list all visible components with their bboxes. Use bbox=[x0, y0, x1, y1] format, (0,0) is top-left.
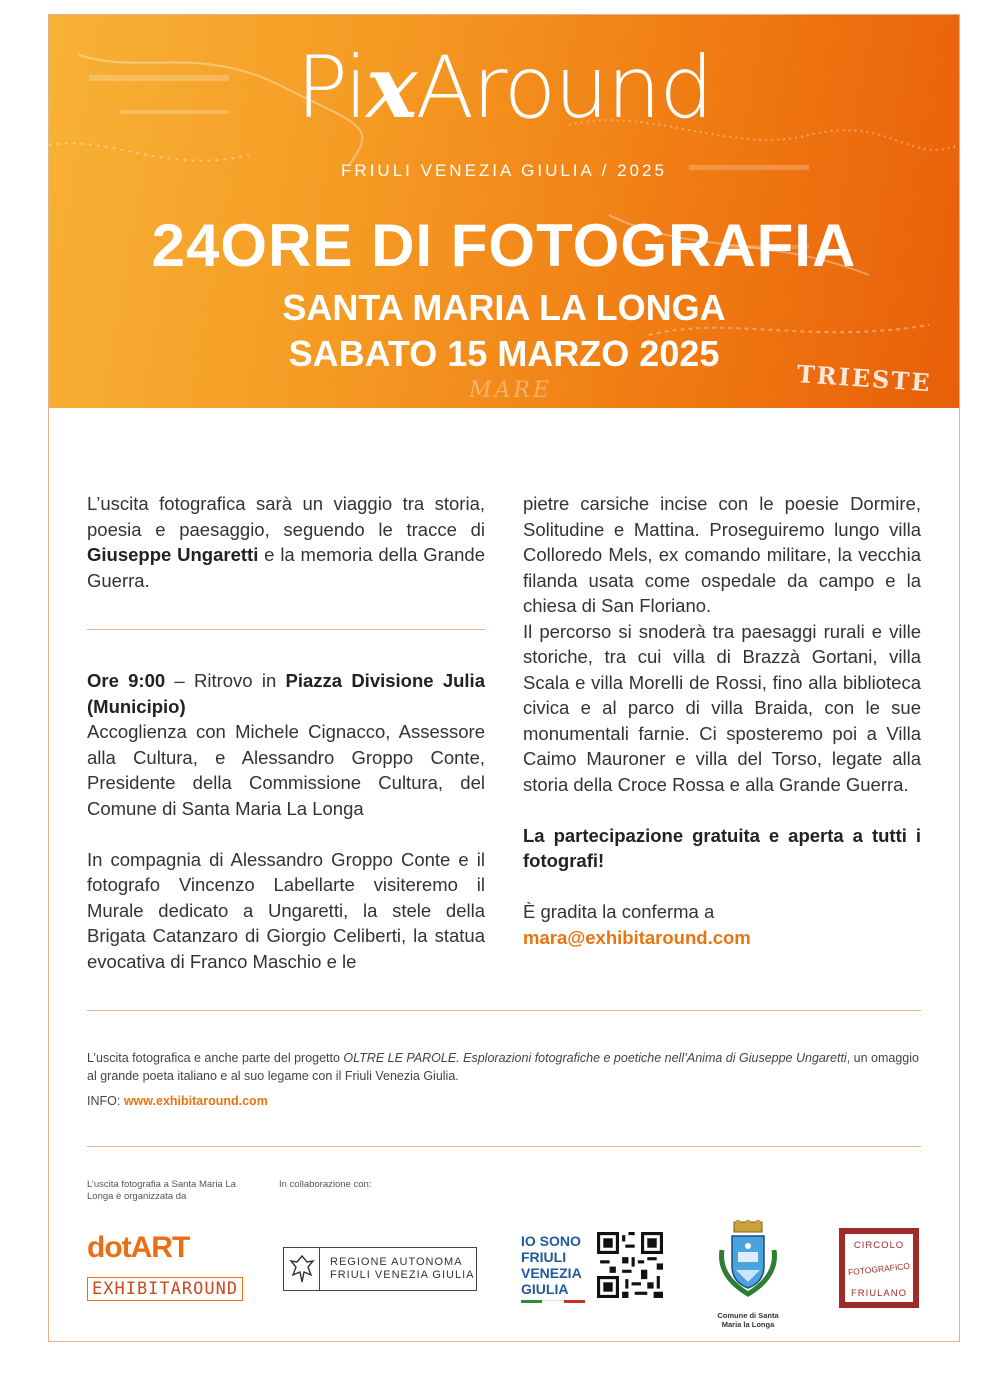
qr-code-icon[interactable] bbox=[597, 1232, 663, 1298]
note-text: L’uscita fotografica e anche parte del progetto bbox=[87, 1051, 344, 1065]
subtitle-location: SANTA MARIA LA LONGA bbox=[282, 287, 726, 328]
left-column bbox=[87, 491, 485, 974]
eagle-icon bbox=[284, 1248, 320, 1290]
dotart-dot: dot bbox=[87, 1231, 131, 1264]
schedule-paragraph bbox=[87, 668, 485, 719]
footer-divider-bottom bbox=[87, 1146, 921, 1147]
comune-logo bbox=[711, 1220, 785, 1329]
iosono-fvg-logo bbox=[521, 1233, 585, 1303]
schedule-time: Ore 9:00 bbox=[87, 670, 166, 691]
tour-paragraph: In compagnia di Alessandro Groppo Conte e il fotografo Vincenzo Labellarte visiteremo il Murale dedicato a Ungaretti, la stele della Brigata Catanzaro di Giorgio Celiberti, la statua evocativa di Franco Maschio e le bbox=[87, 848, 485, 972]
map-label-mare: MARE bbox=[469, 378, 553, 403]
confirm-text: È gradita la conferma a bbox=[523, 901, 715, 922]
logo-pi: Pi bbox=[296, 38, 367, 138]
info-line bbox=[87, 1094, 268, 1108]
pixaround-logo bbox=[49, 37, 959, 138]
iosono-line-1: IO SONO bbox=[521, 1233, 581, 1249]
intro-text: L’uscita fotografica sarà un viaggio tra storia, poesia e paesaggio, seguendo le tracce di bbox=[87, 493, 485, 540]
regione-line-1: REGIONE AUTONOMA bbox=[330, 1256, 463, 1268]
tour-continued: pietre carsiche incise con le poesie Dormire, Solitudine e Mattina. Proseguiremo lungo villa Colloredo Mels, ex comando militare, la vecchia filanda usata come ospedale da campo e la chiesa di San Floriano. bbox=[523, 493, 921, 616]
hero-banner bbox=[49, 15, 959, 408]
info-url-link[interactable]: www.exhibitaround.com bbox=[123, 1094, 268, 1108]
note-text-end: , un omaggio al grande poeta italiano e al suo legame con il Friuli Venezia Giulia. bbox=[87, 1051, 919, 1083]
intro-ungaretti: Giuseppe Ungaretti bbox=[87, 544, 259, 565]
headline: 24ORE DI FOTOGRAFIA bbox=[151, 212, 857, 279]
map-label-trieste: TRIESTE bbox=[795, 359, 933, 398]
intro-paragraph bbox=[87, 491, 485, 593]
collaboration-label: In collaborazione con: bbox=[279, 1179, 372, 1190]
logo-around: Around bbox=[415, 38, 712, 138]
organized-by-label: L’uscita fotografia a Santa Maria La Longa è organizzata da bbox=[87, 1179, 236, 1202]
info-label: INFO: bbox=[87, 1094, 124, 1108]
logo-x: x bbox=[366, 37, 416, 138]
intro-text-end: e la memoria della Grande Guerra. bbox=[87, 544, 485, 591]
regione-line-2: FRIULI VENEZIA GIULIA bbox=[330, 1269, 475, 1281]
circolo-line-1: CIRCOLO bbox=[853, 1240, 905, 1251]
footer-divider-top bbox=[87, 1010, 921, 1011]
welcome-paragraph: Accoglienza con Michele Cignacco, Assessore alla Cultura, e Alessandro Groppo Conte, Presidente della Commissione Cultura, del Comune di Santa Maria La Longa bbox=[87, 721, 485, 819]
tagline: FRIULI VENEZIA GIULIA / 2025 bbox=[341, 161, 667, 180]
note-project-title: OLTRE LE PAROLE. Esplorazioni fotografiche e poetiche nell’Anima di Giuseppe Ungaretti bbox=[343, 1051, 847, 1065]
comune-caption: Comune di Santa Maria la Longa bbox=[717, 1311, 779, 1329]
free-entry-text: La partecipazione gratuita e aperta a tutti i fotografi! bbox=[523, 824, 921, 871]
iosono-line-4: GIULIA bbox=[521, 1281, 569, 1297]
project-note bbox=[87, 1049, 927, 1085]
subtitle-date: SABATO 15 MARZO 2025 bbox=[288, 333, 720, 374]
schedule-sep: – Ritrovo in bbox=[165, 670, 286, 691]
coat-of-arms-icon bbox=[716, 1220, 780, 1304]
poster-frame bbox=[48, 14, 960, 1342]
meeting-place: Piazza Divisione Julia (Municipio) bbox=[87, 670, 485, 717]
dotart-art: ART bbox=[130, 1231, 190, 1264]
iosono-line-2: FRIULI bbox=[521, 1249, 567, 1265]
iosono-line-3: VENEZIA bbox=[521, 1265, 582, 1281]
dotart-logo bbox=[87, 1231, 189, 1265]
exhibitaround-logo: EXHIBITAROUND bbox=[87, 1277, 243, 1301]
route-paragraph: Il percorso si snoderà tra paesaggi rurali e ville storiche, tra cui villa di Brazzà Gortani, villa Scala e villa Morelli de Rossi, fino alla biblioteca civica e al parco di villa Braida, con le sue monumentali farnie. Ci sposteremo poi a Villa Caimo Mauroner e villa del Torso, legate alla storia della Croce Rossa e alla Grande Guerra. bbox=[523, 620, 921, 795]
right-column bbox=[523, 491, 921, 950]
free-entry bbox=[523, 823, 921, 874]
circolo-line-2: FOTOGRAFICO bbox=[847, 1260, 911, 1278]
email-address[interactable]: mara@exhibitaround.com bbox=[523, 926, 751, 948]
italian-flag-icon bbox=[521, 1300, 585, 1303]
circolo-fotografico-logo bbox=[839, 1228, 919, 1308]
regione-fvg-logo bbox=[283, 1247, 477, 1291]
divider bbox=[87, 629, 485, 630]
circolo-line-3: FRIULANO bbox=[850, 1288, 908, 1299]
email-link[interactable] bbox=[523, 925, 921, 951]
